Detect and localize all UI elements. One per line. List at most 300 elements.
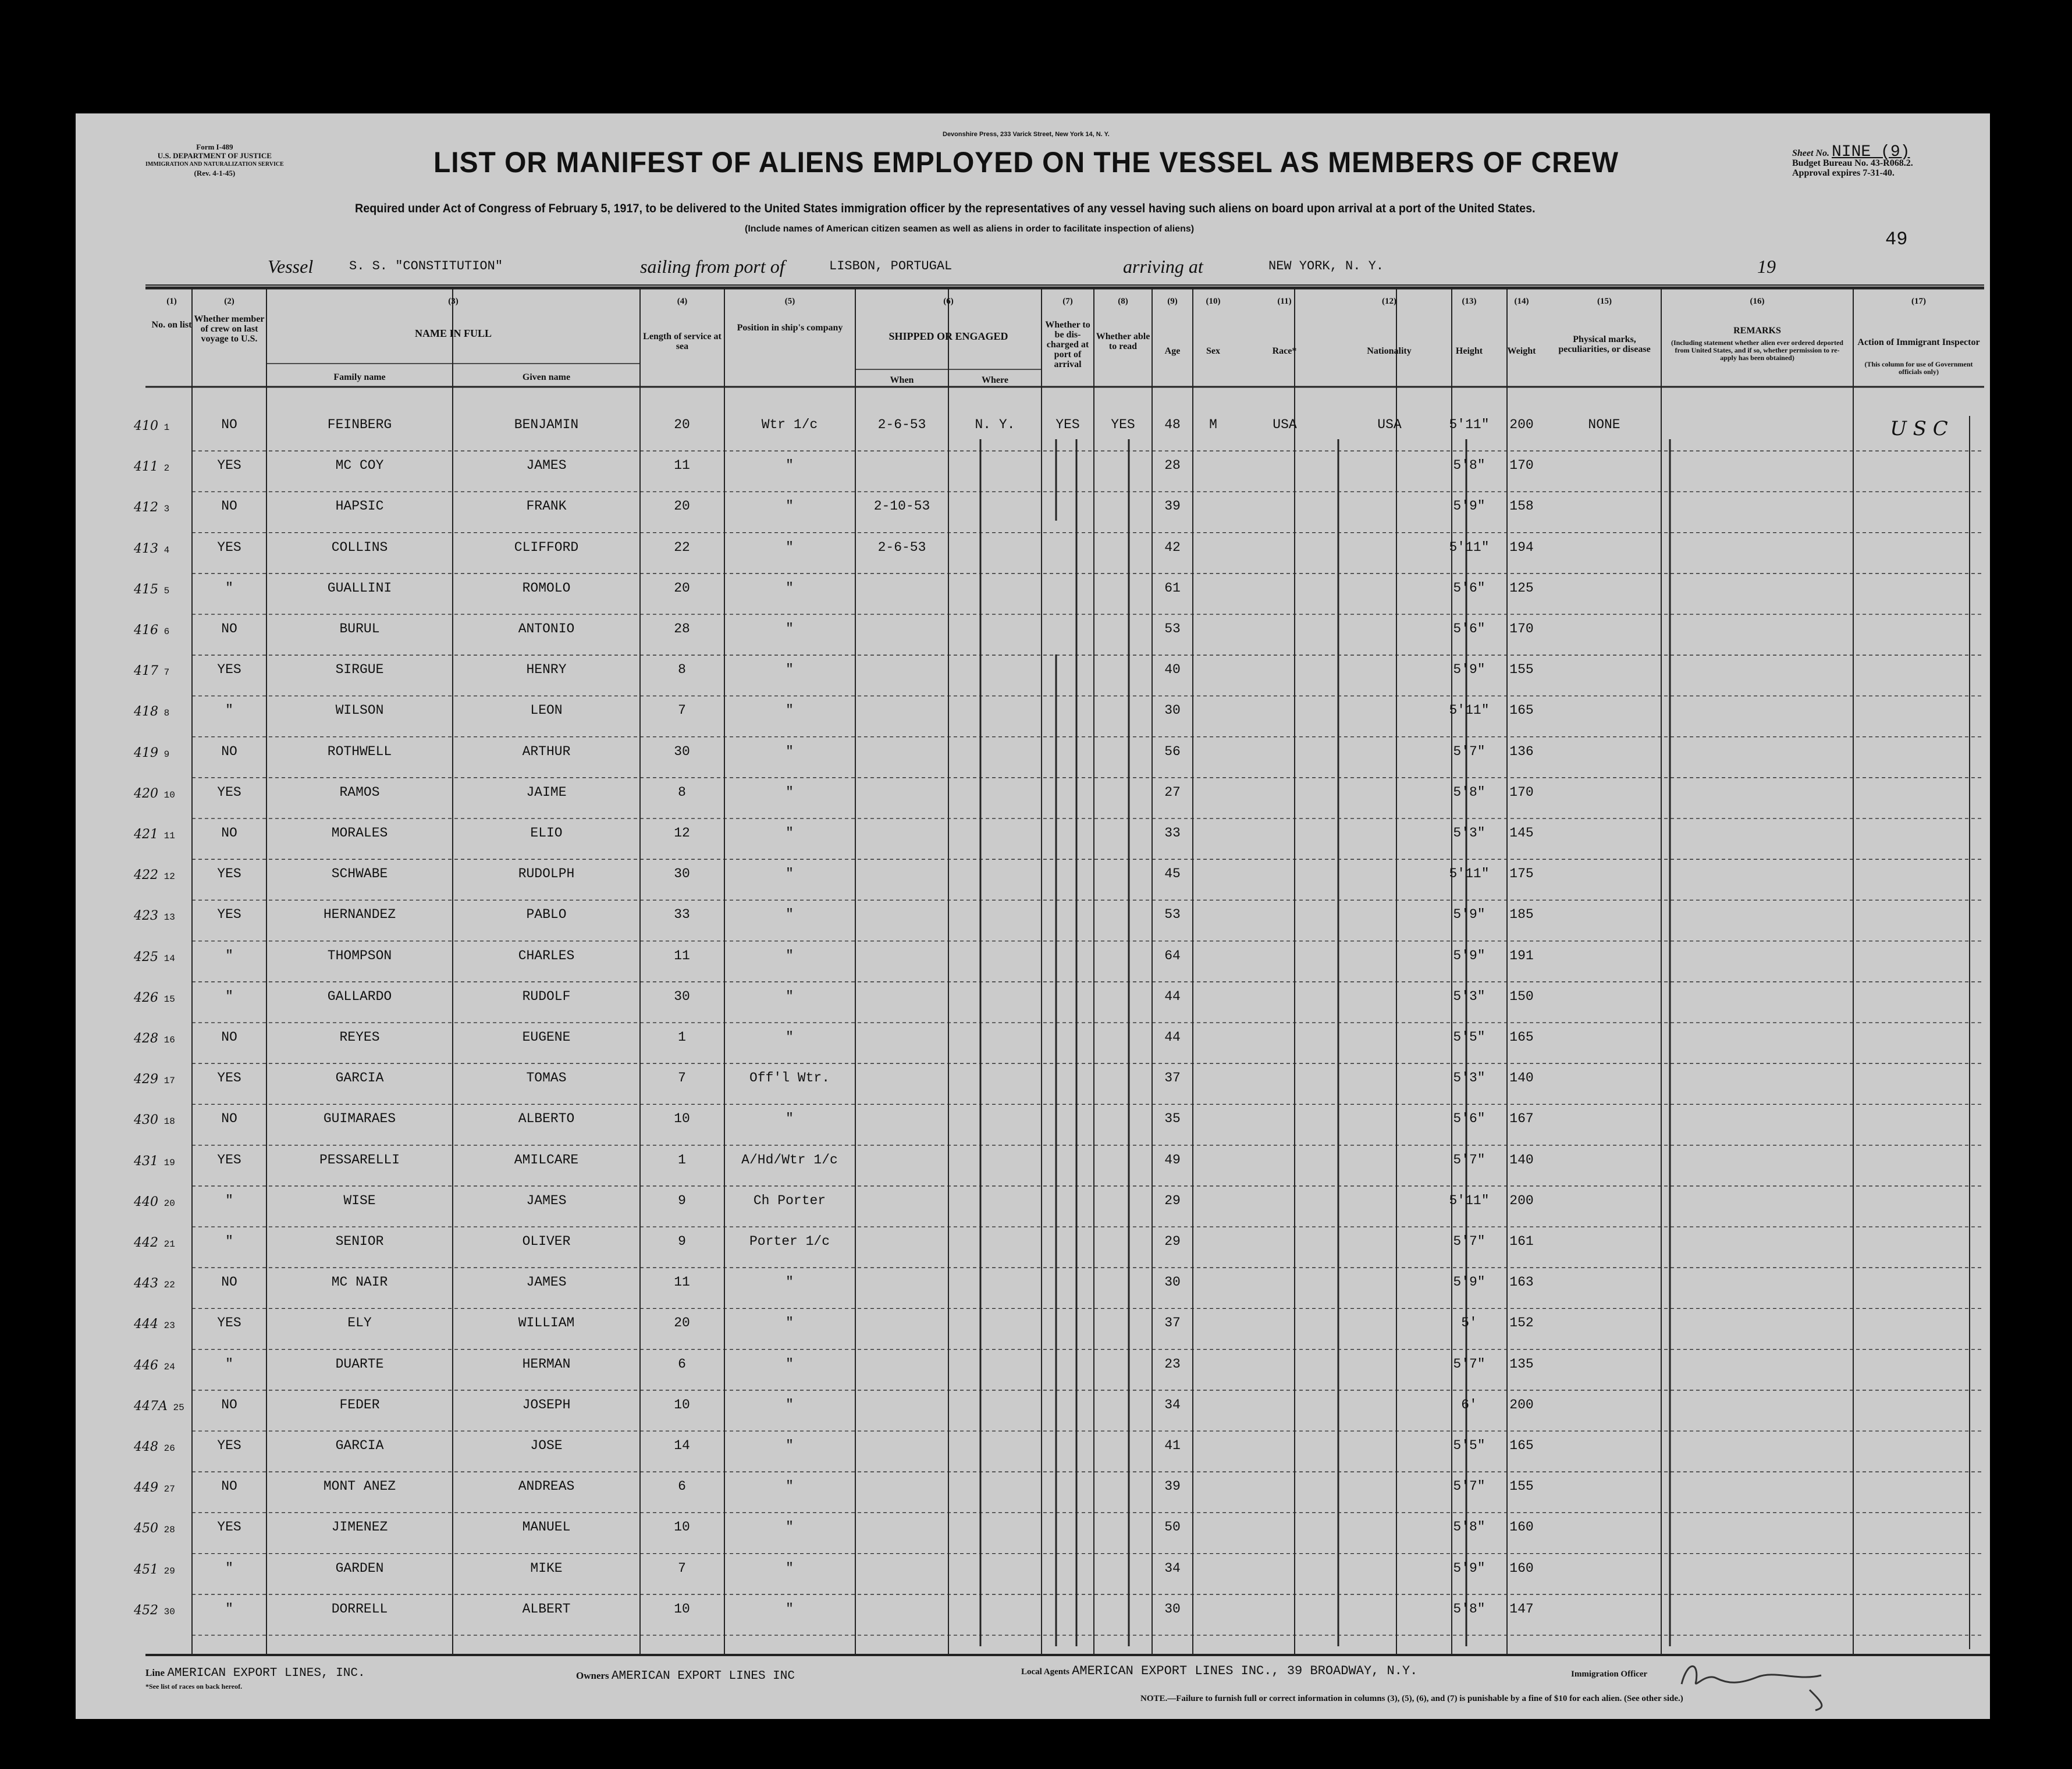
cell-prev: YES: [217, 458, 241, 474]
col-header-remarks: REMARKS: [1733, 326, 1781, 336]
cell-height: 5'7": [1453, 743, 1485, 759]
list-number: 5: [158, 585, 170, 596]
handwritten-number: 446: [134, 1358, 158, 1373]
cell-age: 64: [1164, 948, 1181, 963]
cell-weight: 152: [1509, 1315, 1534, 1331]
vessel-name: S. S. "CONSTITUTION": [349, 259, 503, 273]
cell-age: 30: [1164, 1275, 1181, 1290]
cell-position: Porter 1/c: [749, 1234, 830, 1249]
cell-prev: ": [225, 1234, 233, 1249]
row-number: [134, 1317, 175, 1332]
cell-prev: YES: [217, 1152, 241, 1168]
row-number: [134, 950, 175, 965]
cell-weight: 140: [1509, 1070, 1534, 1086]
cell-weight: 155: [1509, 1479, 1534, 1494]
col-header-given-name: Given name: [522, 372, 571, 382]
cell-prev: ": [225, 1601, 233, 1617]
cell-given: WILLIAM: [518, 1315, 575, 1331]
cell-height: 5'6": [1453, 1111, 1485, 1127]
cell-age: 29: [1164, 1234, 1181, 1249]
cell-height: 5'8": [1453, 784, 1485, 800]
cell-family: GARCIA: [335, 1438, 384, 1453]
cell-age: 29: [1164, 1193, 1181, 1208]
cell-height: 5'7": [1453, 1479, 1485, 1494]
cell-service: 20: [674, 580, 690, 596]
cell-prev: NO: [221, 1275, 237, 1290]
handwritten-number: 410: [134, 419, 158, 433]
column-number: (11): [1277, 297, 1292, 306]
cell-read: YES: [1111, 417, 1135, 432]
cell-given: RUDOLPH: [518, 866, 575, 882]
cell-height: 5'3": [1453, 825, 1485, 841]
cell-service: 10: [674, 1601, 690, 1617]
handwritten-number: 421: [134, 827, 158, 842]
cell-age: 39: [1164, 1479, 1181, 1494]
cell-weight: 145: [1509, 825, 1534, 841]
cell-service: 11: [674, 948, 690, 963]
cell-position: ": [786, 662, 794, 678]
officer-label: Immigration Officer: [1571, 1670, 1648, 1679]
cell-prev: YES: [217, 662, 241, 678]
col-header-physical-marks: Physical marks, peculiarities, or disease: [1558, 334, 1651, 354]
handwritten-number: 413: [134, 541, 158, 556]
cell-given: PABLO: [526, 907, 567, 923]
cell-age: 48: [1164, 417, 1181, 432]
cell-position: ": [786, 1315, 794, 1331]
cell-given: ANTONIO: [518, 621, 575, 636]
cell-given: JOSEPH: [522, 1397, 571, 1412]
cell-height: 5'8": [1453, 458, 1485, 474]
handwritten-number: 442: [134, 1236, 158, 1250]
handwritten-number: 419: [134, 745, 158, 760]
cell-height: 5'5": [1453, 1438, 1485, 1453]
cell-given: JAMES: [526, 458, 567, 474]
cell-prev: NO: [221, 1030, 237, 1045]
cell-family: BURUL: [339, 621, 380, 636]
list-number: 8: [158, 708, 170, 719]
cell-family: THOMPSON: [327, 948, 392, 963]
cell-height: 5'7": [1453, 1356, 1485, 1372]
col-header-inspector: Action of Immigrant Inspector: [1857, 337, 1980, 347]
cell-service: 11: [674, 1275, 690, 1290]
col-header-remarks-sub: (Including statement whether alien ever ordered deported from United States, and if so, whether permission to re-apply has been obtained): [1671, 339, 1843, 362]
cell-weight: 185: [1509, 907, 1534, 923]
cell-position: A/Hd/Wtr 1/c: [741, 1152, 838, 1168]
cell-service: 7: [678, 1070, 686, 1086]
cell-weight: 136: [1509, 743, 1534, 759]
handwritten-number: 452: [134, 1603, 158, 1618]
cell-family: MC NAIR: [331, 1275, 388, 1290]
cell-given: AMILCARE: [514, 1152, 579, 1168]
row-number: [134, 1195, 175, 1210]
list-number: 1: [158, 422, 170, 433]
cell-prev: YES: [217, 1438, 241, 1453]
cell-height: 5'11": [1449, 703, 1490, 718]
arriving-label: arriving at: [1123, 256, 1203, 277]
cell-height: 5'8": [1453, 1519, 1485, 1535]
cell-given: ALBERT: [522, 1601, 571, 1617]
cell-given: JAIME: [526, 784, 567, 800]
cell-age: 30: [1164, 1601, 1181, 1617]
row-number: [134, 1603, 175, 1618]
handwritten-number: 422: [134, 868, 158, 883]
cell-given: CHARLES: [518, 948, 575, 963]
list-number: 11: [158, 831, 175, 841]
cell-age: 37: [1164, 1070, 1181, 1086]
handwritten-number: 431: [134, 1154, 158, 1169]
cell-family: FEINBERG: [327, 417, 392, 432]
cell-given: CLIFFORD: [514, 539, 579, 555]
cell-service: 14: [674, 1438, 690, 1453]
col-header-previous-voyage: Whether member of crew on last voyage to U.S.: [194, 314, 265, 344]
cell-family: SIRGUE: [335, 662, 384, 678]
press-imprint: Devonshire Press, 233 Varick Street, New York 14, N. Y.: [943, 131, 1110, 138]
cell-service: 30: [674, 743, 690, 759]
footer-line: Line AMERICAN EXPORT LINES, INC.: [145, 1667, 365, 1680]
cell-height: 5': [1461, 1315, 1477, 1331]
row-number: [134, 827, 175, 842]
cell-weight: 125: [1509, 580, 1534, 596]
list-number: 7: [158, 667, 170, 678]
cell-service: 6: [678, 1356, 686, 1372]
column-number: (7): [1062, 297, 1073, 306]
cell-service: 9: [678, 1234, 686, 1249]
cell-family: ROTHWELL: [327, 743, 392, 759]
list-number: 4: [158, 544, 170, 556]
cell-service: 20: [674, 1315, 690, 1331]
page-title: LIST OR MANIFEST OF ALIENS EMPLOYED ON THE VESSEL AS MEMBERS OF CREW: [433, 146, 1619, 179]
cell-height: 6': [1461, 1397, 1477, 1412]
include-note: (Include names of American citizen seamen as well as aliens in order to facilitate inspection of aliens): [745, 224, 1195, 234]
cell-family: GARCIA: [335, 1070, 384, 1086]
handwritten-number: 449: [134, 1480, 158, 1496]
cell-prev: ": [225, 580, 233, 596]
cell-age: 27: [1164, 784, 1181, 800]
row-number: [134, 909, 175, 924]
cell-age: 34: [1164, 1560, 1181, 1576]
cell-weight: 170: [1509, 621, 1534, 636]
column-number: (13): [1462, 297, 1477, 306]
cell-service: 12: [674, 825, 690, 841]
cell-given: ALBERTO: [518, 1111, 575, 1127]
cell-service: 22: [674, 539, 690, 555]
footer-owners: Owners AMERICAN EXPORT LINES INC: [576, 1670, 795, 1683]
list-number: 29: [158, 1565, 175, 1576]
cell-prev: NO: [221, 743, 237, 759]
list-number: 26: [158, 1443, 175, 1454]
list-number: 17: [158, 1076, 175, 1087]
cell-given: EUGENE: [522, 1030, 571, 1045]
cell-family: COLLINS: [331, 539, 388, 555]
cell-age: 50: [1164, 1519, 1181, 1535]
list-number: 23: [158, 1320, 175, 1332]
cell-given: RUDOLF: [522, 988, 571, 1004]
list-number: 13: [158, 912, 175, 923]
cell-given: MANUEL: [522, 1519, 571, 1535]
handwritten-number: 451: [134, 1562, 158, 1577]
column-number: (10): [1206, 297, 1221, 306]
cell-service: 20: [674, 417, 690, 432]
cell-weight: 194: [1509, 539, 1534, 555]
row-number: [134, 1399, 184, 1414]
cell-family: HERNANDEZ: [323, 907, 396, 923]
handwritten-number: 428: [134, 1031, 158, 1046]
sheet-number: Sheet No. NINE (9) Budget Bureau No. 43-R068.2. Approval expires 7-31-40.: [1792, 143, 1913, 178]
cell-given: TOMAS: [526, 1070, 567, 1086]
cell-position: ": [786, 907, 794, 923]
cell-height: 5'11": [1449, 866, 1490, 882]
col-header-family-name: Family name: [333, 372, 386, 382]
cell-height: 5'11": [1449, 1193, 1490, 1208]
cell-position: ": [786, 988, 794, 1004]
year-label: 19: [1757, 256, 1776, 277]
handwritten-number: 418: [134, 704, 158, 720]
cell-age: 44: [1164, 988, 1181, 1004]
row-number: [134, 704, 169, 720]
cell-prev: NO: [221, 1397, 237, 1412]
cell-family: SENIOR: [335, 1234, 384, 1249]
handwritten-number: 412: [134, 500, 158, 515]
cell-service: 9: [678, 1193, 686, 1208]
cell-weight: 191: [1509, 948, 1534, 963]
cell-weight: 200: [1509, 417, 1534, 432]
row-number: [134, 664, 169, 679]
sailing-label: sailing from port of: [640, 256, 785, 277]
cell-age: 41: [1164, 1438, 1181, 1453]
cell-family: REYES: [339, 1030, 380, 1045]
cell-age: 56: [1164, 743, 1181, 759]
column-number: (9): [1167, 297, 1178, 306]
cell-prev: ": [225, 1193, 233, 1208]
column-number: (3): [448, 297, 459, 306]
cell-position: ": [786, 1030, 794, 1045]
handwritten-number: 420: [134, 786, 158, 801]
list-number: 15: [158, 994, 175, 1005]
row-number: [134, 1562, 175, 1578]
footer-agents: Local Agents AMERICAN EXPORT LINES INC., 39 BROADWAY, N.Y.: [1021, 1664, 1418, 1678]
cell-when: 2-10-53: [873, 499, 930, 514]
col-header-position: Position in ship's company: [737, 323, 843, 333]
cell-age: 23: [1164, 1356, 1181, 1372]
handwritten-number: 448: [134, 1440, 158, 1454]
list-number: 16: [158, 1035, 175, 1045]
list-number: 19: [158, 1157, 175, 1168]
cell-given: ARTHUR: [522, 743, 571, 759]
cell-weight: 170: [1509, 784, 1534, 800]
cell-height: 5'7": [1453, 1234, 1485, 1249]
officer-signature: [1670, 1649, 1856, 1713]
cell-weight: 165: [1509, 703, 1534, 718]
cell-family: RAMOS: [339, 784, 380, 800]
handwritten-number: 423: [134, 909, 158, 924]
list-number: 9: [158, 749, 170, 760]
penalty-note: NOTE.—Failure to furnish full or correct information in columns (3), (5), (6), and (7) is punishable by a fine of $10 for each alien. (See other side.): [1140, 1694, 1683, 1703]
cell-prev: ": [225, 988, 233, 1004]
cell-when: 2-6-53: [877, 417, 926, 432]
col-header-race: Race*: [1272, 346, 1297, 356]
cell-service: 10: [674, 1111, 690, 1127]
cell-position: ": [786, 866, 794, 882]
cell-weight: 165: [1509, 1030, 1534, 1045]
col-header-discharged: Whether to be dis-charged at port of arrival: [1045, 320, 1090, 369]
sailing-port: LISBON, PORTUGAL: [829, 259, 953, 273]
cell-height: 5'11": [1449, 539, 1490, 555]
cell-family: JIMENEZ: [331, 1519, 388, 1535]
cell-when: 2-6-53: [877, 539, 926, 555]
list-number: 6: [158, 627, 170, 637]
cell-family: GARDEN: [335, 1560, 384, 1576]
list-number: 21: [158, 1239, 175, 1250]
cell-weight: 160: [1509, 1519, 1534, 1535]
cell-weight: 135: [1509, 1356, 1534, 1372]
cell-given: HENRY: [526, 662, 567, 678]
cell-weight: 200: [1509, 1397, 1534, 1412]
cell-given: JAMES: [526, 1275, 567, 1290]
handwritten-number: 440: [134, 1194, 158, 1209]
cell-age: 37: [1164, 1315, 1181, 1331]
cell-given: OLIVER: [522, 1234, 571, 1249]
cell-action: U S C: [1890, 417, 1948, 440]
cell-family: MORALES: [331, 825, 388, 841]
cell-age: 44: [1164, 1030, 1181, 1045]
col-header-shipped: SHIPPED OR ENGAGED: [888, 330, 1008, 342]
cell-age: 53: [1164, 621, 1181, 636]
cell-position: ": [786, 825, 794, 841]
col-header-service: Length of service at sea: [643, 332, 722, 351]
requirement-statement: Required under Act of Congress of February 5, 1917, to be delivered to the United States immigration officer by the representatives of any vessel having such aliens on board upon arrival at a port of the United States.: [355, 202, 1536, 215]
list-number: 2: [158, 463, 170, 474]
list-number: 22: [158, 1280, 175, 1291]
cell-where: N. Y.: [975, 417, 1015, 432]
row-number: [134, 623, 169, 638]
cell-age: 53: [1164, 907, 1181, 923]
cell-family: DORRELL: [331, 1601, 388, 1617]
cell-age: 61: [1164, 580, 1181, 596]
cell-height: 5'3": [1453, 1070, 1485, 1086]
cell-given: ROMOLO: [522, 580, 571, 596]
col-header-nationality: Nationality: [1367, 346, 1412, 356]
cell-position: ": [786, 499, 794, 514]
cell-given: JOSE: [530, 1438, 563, 1453]
cell-family: HAPSIC: [335, 499, 384, 514]
list-number: 27: [158, 1484, 175, 1495]
cell-service: 20: [674, 499, 690, 514]
cell-position: ": [786, 580, 794, 596]
handwritten-number: 426: [134, 990, 158, 1005]
cell-weight: 150: [1509, 988, 1534, 1004]
cell-weight: 158: [1509, 499, 1534, 514]
handwritten-number: 415: [134, 582, 158, 597]
cell-service: 28: [674, 621, 690, 636]
cell-service: 11: [674, 458, 690, 474]
column-number: (8): [1118, 297, 1128, 306]
cell-given: FRANK: [526, 499, 567, 514]
cell-height: 5'9": [1453, 907, 1485, 923]
handwritten-number: 425: [134, 949, 158, 964]
cell-height: 5'6": [1453, 580, 1485, 596]
cell-height: 5'9": [1453, 948, 1485, 963]
cell-family: GUALLINI: [327, 580, 392, 596]
cell-prev: YES: [217, 1315, 241, 1331]
cell-position: ": [786, 458, 794, 474]
cell-age: 40: [1164, 662, 1181, 678]
column-number: (17): [1911, 297, 1926, 306]
handwritten-number: 429: [134, 1072, 158, 1087]
cell-family: PESSARELLI: [319, 1152, 400, 1168]
col-header-shipped-when: When: [890, 375, 914, 385]
cell-position: ": [786, 784, 794, 800]
cell-prev: NO: [221, 825, 237, 841]
page-number: 49: [1885, 229, 1908, 250]
column-number: (5): [784, 297, 795, 306]
row-number: [134, 1113, 175, 1128]
cell-position: Wtr 1/c: [761, 417, 818, 432]
cell-service: 6: [678, 1479, 686, 1494]
handwritten-number: 447A: [134, 1398, 168, 1414]
cell-position: ": [786, 1111, 794, 1127]
cell-age: 39: [1164, 499, 1181, 514]
row-number: [134, 1440, 175, 1455]
cell-family: WISE: [343, 1193, 376, 1208]
cell-weight: 200: [1509, 1193, 1534, 1208]
col-header-name: NAME IN FULL: [414, 328, 492, 339]
cell-given: ANDREAS: [518, 1479, 575, 1494]
cell-weight: 140: [1509, 1152, 1534, 1168]
list-number: 18: [158, 1116, 175, 1127]
cell-family: ELY: [347, 1315, 372, 1331]
col-header-weight: Weight: [1507, 346, 1536, 356]
cell-weight: 163: [1509, 1275, 1534, 1290]
cell-prev: YES: [217, 784, 241, 800]
cell-prev: ": [225, 1560, 233, 1576]
cell-position: ": [786, 1397, 794, 1412]
cell-height: 5'7": [1453, 1152, 1485, 1168]
cell-family: WILSON: [335, 703, 384, 718]
cell-position: ": [786, 703, 794, 718]
cell-prev: ": [225, 703, 233, 718]
cell-family: MONT ANEZ: [323, 1479, 396, 1494]
cell-age: 30: [1164, 703, 1181, 718]
cell-disch: YES: [1055, 417, 1080, 432]
cell-prev: YES: [217, 907, 241, 923]
cell-height: 5'11": [1449, 417, 1490, 432]
list-number: 24: [158, 1361, 175, 1372]
cell-family: GALLARDO: [327, 988, 392, 1004]
cell-height: 5'8": [1453, 1601, 1485, 1617]
cell-service: 8: [678, 662, 686, 678]
manifest-sheet: [76, 113, 1990, 1719]
cell-prev: ": [225, 948, 233, 963]
cell-marks: NONE: [1588, 417, 1620, 432]
handwritten-number: 444: [134, 1317, 158, 1332]
cell-position: ": [786, 948, 794, 963]
cell-service: 7: [678, 1560, 686, 1576]
cell-service: 30: [674, 866, 690, 882]
cell-service: 33: [674, 907, 690, 923]
cell-prev: YES: [217, 1519, 241, 1535]
cell-service: 1: [678, 1030, 686, 1045]
vessel-line: Vessel: [268, 256, 314, 277]
col-header-number: No. on list: [151, 320, 192, 330]
row-number: [134, 746, 169, 761]
row-number: [134, 786, 175, 802]
list-number: 12: [158, 871, 175, 882]
cell-family: GUIMARAES: [323, 1111, 396, 1127]
handwritten-number: 411: [134, 460, 158, 475]
list-number: 25: [167, 1402, 184, 1413]
row-number: [134, 542, 169, 557]
cell-given: BENJAMIN: [514, 417, 579, 432]
